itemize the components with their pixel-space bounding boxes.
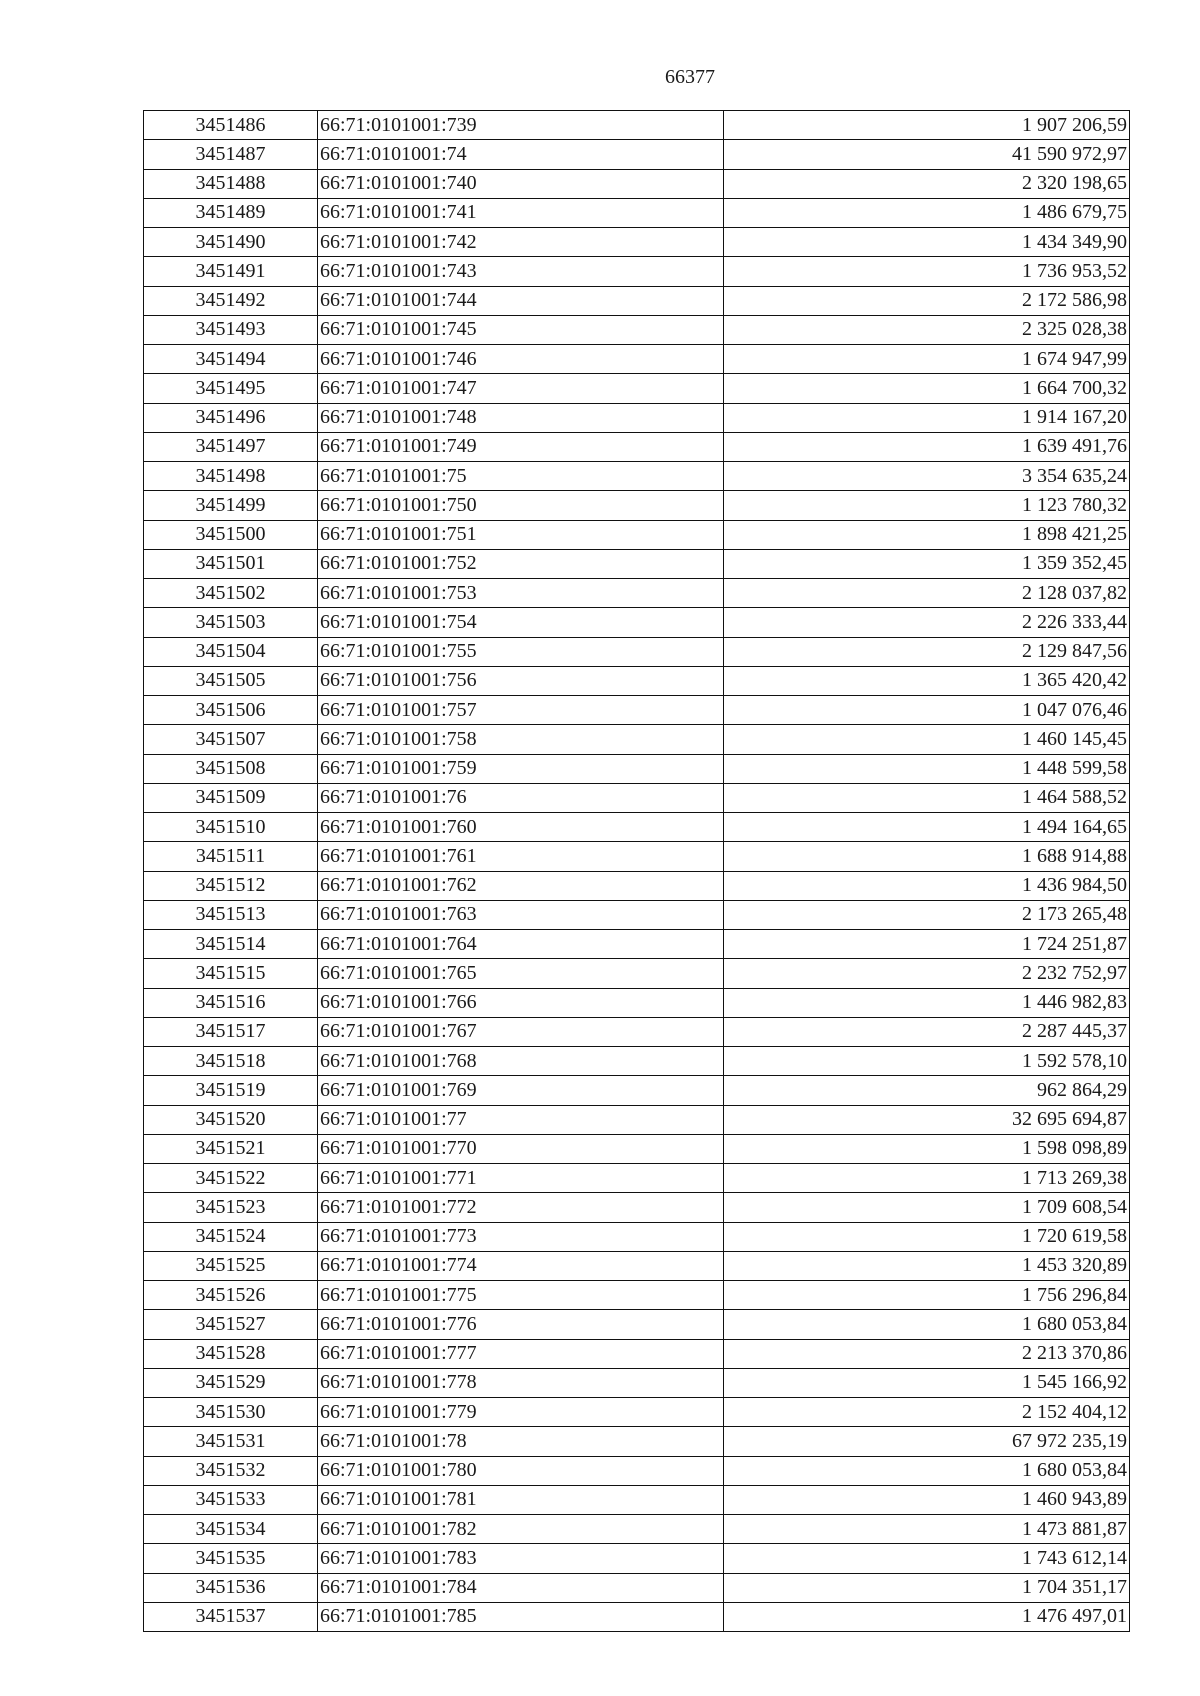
cadastral-number-cell: 66:71:0101001:772 (318, 1193, 724, 1222)
record-number-cell: 3451532 (144, 1456, 318, 1485)
cadastral-number-cell: 66:71:0101001:745 (318, 315, 724, 344)
record-number-cell: 3451490 (144, 228, 318, 257)
cadastral-value-cell: 1 464 588,52 (724, 783, 1130, 812)
record-number-cell: 3451495 (144, 374, 318, 403)
cadastral-value-cell: 3 354 635,24 (724, 462, 1130, 491)
cadastral-number-cell: 66:71:0101001:766 (318, 988, 724, 1017)
cadastral-value-cell: 1 494 164,65 (724, 813, 1130, 842)
record-number-cell: 3451502 (144, 579, 318, 608)
table-row (144, 1047, 1130, 1076)
table-row (144, 432, 1130, 461)
cadastral-value-cell: 1 476 497,01 (724, 1602, 1130, 1631)
record-number-cell: 3451527 (144, 1310, 318, 1339)
cadastral-value-cell: 1 907 206,59 (724, 111, 1130, 140)
cadastral-number-cell: 66:71:0101001:78 (318, 1427, 724, 1456)
cadastral-number-cell: 66:71:0101001:770 (318, 1134, 724, 1163)
record-number-cell: 3451510 (144, 813, 318, 842)
record-number-cell: 3451524 (144, 1222, 318, 1251)
cadastral-value-cell: 1 898 421,25 (724, 520, 1130, 549)
cadastral-number-cell: 66:71:0101001:765 (318, 959, 724, 988)
cadastral-value-cell: 2 320 198,65 (724, 169, 1130, 198)
cadastral-number-cell: 66:71:0101001:774 (318, 1251, 724, 1280)
cadastral-number-cell: 66:71:0101001:75 (318, 462, 724, 491)
record-number-cell: 3451523 (144, 1193, 318, 1222)
table-row (144, 462, 1130, 491)
table-row (144, 725, 1130, 754)
cadastral-value-cell: 1 446 982,83 (724, 988, 1130, 1017)
cadastral-number-cell: 66:71:0101001:764 (318, 930, 724, 959)
table-row (144, 257, 1130, 286)
cadastral-value-cell: 41 590 972,97 (724, 140, 1130, 169)
table-row (144, 140, 1130, 169)
table-row (144, 374, 1130, 403)
cadastral-number-cell: 66:71:0101001:751 (318, 520, 724, 549)
record-number-cell: 3451504 (144, 637, 318, 666)
cadastral-value-cell: 1 123 780,32 (724, 491, 1130, 520)
table-row (144, 345, 1130, 374)
cadastral-number-cell: 66:71:0101001:747 (318, 374, 724, 403)
table-row (144, 549, 1130, 578)
record-number-cell: 3451521 (144, 1134, 318, 1163)
cadastral-number-cell: 66:71:0101001:777 (318, 1339, 724, 1368)
cadastral-value-table (143, 110, 1130, 1632)
table-row (144, 1515, 1130, 1544)
cadastral-number-cell: 66:71:0101001:775 (318, 1281, 724, 1310)
table-row (144, 666, 1130, 695)
cadastral-value-cell: 1 047 076,46 (724, 696, 1130, 725)
cadastral-number-cell: 66:71:0101001:754 (318, 608, 724, 637)
record-number-cell: 3451517 (144, 1017, 318, 1046)
table-row (144, 900, 1130, 929)
cadastral-number-cell: 66:71:0101001:750 (318, 491, 724, 520)
cadastral-value-cell: 1 453 320,89 (724, 1251, 1130, 1280)
record-number-cell: 3451514 (144, 930, 318, 959)
page-number: 66377 (665, 66, 715, 88)
cadastral-value-cell: 1 914 167,20 (724, 403, 1130, 432)
cadastral-value-cell: 67 972 235,19 (724, 1427, 1130, 1456)
cadastral-number-cell: 66:71:0101001:741 (318, 198, 724, 227)
record-number-cell: 3451501 (144, 549, 318, 578)
cadastral-value-cell: 1 545 166,92 (724, 1368, 1130, 1397)
table-row (144, 1339, 1130, 1368)
table-row (144, 871, 1130, 900)
cadastral-value-cell: 2 129 847,56 (724, 637, 1130, 666)
cadastral-value-cell: 1 674 947,99 (724, 345, 1130, 374)
table-row (144, 1017, 1130, 1046)
cadastral-value-cell: 32 695 694,87 (724, 1105, 1130, 1134)
table-row (144, 842, 1130, 871)
record-number-cell: 3451530 (144, 1398, 318, 1427)
table-row (144, 754, 1130, 783)
table-row (144, 1602, 1130, 1631)
cadastral-number-cell: 66:71:0101001:755 (318, 637, 724, 666)
cadastral-value-cell: 1 434 349,90 (724, 228, 1130, 257)
cadastral-value-cell: 1 709 608,54 (724, 1193, 1130, 1222)
cadastral-number-cell: 66:71:0101001:749 (318, 432, 724, 461)
record-number-cell: 3451499 (144, 491, 318, 520)
cadastral-number-cell: 66:71:0101001:77 (318, 1105, 724, 1134)
table-row (144, 1193, 1130, 1222)
table-row (144, 1281, 1130, 1310)
cadastral-value-cell: 1 736 953,52 (724, 257, 1130, 286)
cadastral-value-cell: 1 680 053,84 (724, 1310, 1130, 1339)
cadastral-number-cell: 66:71:0101001:785 (318, 1602, 724, 1631)
record-number-cell: 3451535 (144, 1544, 318, 1573)
table-row (144, 959, 1130, 988)
record-number-cell: 3451526 (144, 1281, 318, 1310)
table-row (144, 315, 1130, 344)
record-number-cell: 3451513 (144, 900, 318, 929)
table-row (144, 579, 1130, 608)
cadastral-number-cell: 66:71:0101001:759 (318, 754, 724, 783)
cadastral-value-cell: 1 724 251,87 (724, 930, 1130, 959)
cadastral-number-cell: 66:71:0101001:76 (318, 783, 724, 812)
cadastral-number-cell: 66:71:0101001:769 (318, 1076, 724, 1105)
record-number-cell: 3451516 (144, 988, 318, 1017)
record-number-cell: 3451497 (144, 432, 318, 461)
cadastral-value-cell: 1 592 578,10 (724, 1047, 1130, 1076)
table-row (144, 1105, 1130, 1134)
cadastral-value-cell: 2 226 333,44 (724, 608, 1130, 637)
record-number-cell: 3451528 (144, 1339, 318, 1368)
record-number-cell: 3451487 (144, 140, 318, 169)
table-row (144, 286, 1130, 315)
record-number-cell: 3451534 (144, 1515, 318, 1544)
cadastral-number-cell: 66:71:0101001:757 (318, 696, 724, 725)
cadastral-value-cell: 2 128 037,82 (724, 579, 1130, 608)
table-row (144, 1573, 1130, 1602)
table-row (144, 1076, 1130, 1105)
record-number-cell: 3451509 (144, 783, 318, 812)
table-row (144, 696, 1130, 725)
cadastral-value-cell: 2 325 028,38 (724, 315, 1130, 344)
cadastral-number-cell: 66:71:0101001:783 (318, 1544, 724, 1573)
record-number-cell: 3451493 (144, 315, 318, 344)
table-row (144, 1544, 1130, 1573)
record-number-cell: 3451506 (144, 696, 318, 725)
cadastral-value-cell: 1 639 491,76 (724, 432, 1130, 461)
record-number-cell: 3451505 (144, 666, 318, 695)
cadastral-number-cell: 66:71:0101001:748 (318, 403, 724, 432)
cadastral-number-cell: 66:71:0101001:778 (318, 1368, 724, 1397)
table-row (144, 228, 1130, 257)
table-row (144, 1456, 1130, 1485)
cadastral-value-cell: 2 173 265,48 (724, 900, 1130, 929)
table-row (144, 988, 1130, 1017)
table-row (144, 111, 1130, 140)
cadastral-number-cell: 66:71:0101001:744 (318, 286, 724, 315)
cadastral-value-cell: 1 460 943,89 (724, 1485, 1130, 1514)
record-number-cell: 3451531 (144, 1427, 318, 1456)
cadastral-number-cell: 66:71:0101001:758 (318, 725, 724, 754)
record-number-cell: 3451494 (144, 345, 318, 374)
cadastral-number-cell: 66:71:0101001:779 (318, 1398, 724, 1427)
table-row (144, 1164, 1130, 1193)
cadastral-number-cell: 66:71:0101001:752 (318, 549, 724, 578)
record-number-cell: 3451519 (144, 1076, 318, 1105)
record-number-cell: 3451486 (144, 111, 318, 140)
table-row (144, 520, 1130, 549)
table-row (144, 1134, 1130, 1163)
cadastral-value-cell: 2 152 404,12 (724, 1398, 1130, 1427)
cadastral-value-cell: 1 743 612,14 (724, 1544, 1130, 1573)
cadastral-number-cell: 66:71:0101001:756 (318, 666, 724, 695)
cadastral-number-cell: 66:71:0101001:760 (318, 813, 724, 842)
record-number-cell: 3451507 (144, 725, 318, 754)
record-number-cell: 3451525 (144, 1251, 318, 1280)
cadastral-number-cell: 66:71:0101001:742 (318, 228, 724, 257)
table-row (144, 1398, 1130, 1427)
cadastral-number-cell: 66:71:0101001:781 (318, 1485, 724, 1514)
table-row (144, 637, 1130, 666)
cadastral-value-cell: 1 720 619,58 (724, 1222, 1130, 1251)
cadastral-value-cell: 1 436 984,50 (724, 871, 1130, 900)
cadastral-number-cell: 66:71:0101001:773 (318, 1222, 724, 1251)
cadastral-number-cell: 66:71:0101001:784 (318, 1573, 724, 1602)
record-number-cell: 3451508 (144, 754, 318, 783)
cadastral-value-cell: 2 287 445,37 (724, 1017, 1130, 1046)
cadastral-value-cell: 1 756 296,84 (724, 1281, 1130, 1310)
record-number-cell: 3451518 (144, 1047, 318, 1076)
cadastral-number-cell: 66:71:0101001:768 (318, 1047, 724, 1076)
table-row (144, 1485, 1130, 1514)
cadastral-number-cell: 66:71:0101001:761 (318, 842, 724, 871)
cadastral-number-cell: 66:71:0101001:739 (318, 111, 724, 140)
record-number-cell: 3451536 (144, 1573, 318, 1602)
record-number-cell: 3451520 (144, 1105, 318, 1134)
record-number-cell: 3451533 (144, 1485, 318, 1514)
cadastral-value-cell: 1 359 352,45 (724, 549, 1130, 578)
cadastral-value-cell: 1 598 098,89 (724, 1134, 1130, 1163)
table-row (144, 608, 1130, 637)
cadastral-number-cell: 66:71:0101001:776 (318, 1310, 724, 1339)
cadastral-number-cell: 66:71:0101001:753 (318, 579, 724, 608)
cadastral-number-cell: 66:71:0101001:782 (318, 1515, 724, 1544)
table-row (144, 1427, 1130, 1456)
record-number-cell: 3451537 (144, 1602, 318, 1631)
table-row (144, 930, 1130, 959)
cadastral-value-cell: 1 664 700,32 (724, 374, 1130, 403)
cadastral-number-cell: 66:71:0101001:746 (318, 345, 724, 374)
cadastral-value-cell: 1 460 145,45 (724, 725, 1130, 754)
cadastral-number-cell: 66:71:0101001:740 (318, 169, 724, 198)
cadastral-value-cell: 1 688 914,88 (724, 842, 1130, 871)
cadastral-value-cell: 1 365 420,42 (724, 666, 1130, 695)
record-number-cell: 3451492 (144, 286, 318, 315)
cadastral-value-cell: 962 864,29 (724, 1076, 1130, 1105)
table-row (144, 1310, 1130, 1339)
record-number-cell: 3451500 (144, 520, 318, 549)
table-body (144, 111, 1130, 1632)
record-number-cell: 3451529 (144, 1368, 318, 1397)
record-number-cell: 3451512 (144, 871, 318, 900)
table-row (144, 1251, 1130, 1280)
table-row (144, 403, 1130, 432)
cadastral-value-cell: 2 232 752,97 (724, 959, 1130, 988)
record-number-cell: 3451515 (144, 959, 318, 988)
record-number-cell: 3451489 (144, 198, 318, 227)
cadastral-value-cell: 1 486 679,75 (724, 198, 1130, 227)
table-row (144, 1222, 1130, 1251)
record-number-cell: 3451511 (144, 842, 318, 871)
cadastral-number-cell: 66:71:0101001:780 (318, 1456, 724, 1485)
cadastral-number-cell: 66:71:0101001:74 (318, 140, 724, 169)
table-row (144, 1368, 1130, 1397)
table-row (144, 198, 1130, 227)
cadastral-value-cell: 1 473 881,87 (724, 1515, 1130, 1544)
record-number-cell: 3451496 (144, 403, 318, 432)
cadastral-value-cell: 1 704 351,17 (724, 1573, 1130, 1602)
cadastral-value-cell: 1 448 599,58 (724, 754, 1130, 783)
cadastral-value-cell: 1 680 053,84 (724, 1456, 1130, 1485)
cadastral-number-cell: 66:71:0101001:763 (318, 900, 724, 929)
table-row (144, 169, 1130, 198)
table-row (144, 491, 1130, 520)
record-number-cell: 3451491 (144, 257, 318, 286)
cadastral-value-cell: 2 172 586,98 (724, 286, 1130, 315)
record-number-cell: 3451498 (144, 462, 318, 491)
record-number-cell: 3451522 (144, 1164, 318, 1193)
cadastral-value-cell: 2 213 370,86 (724, 1339, 1130, 1368)
cadastral-number-cell: 66:71:0101001:771 (318, 1164, 724, 1193)
record-number-cell: 3451488 (144, 169, 318, 198)
cadastral-value-cell: 1 713 269,38 (724, 1164, 1130, 1193)
cadastral-number-cell: 66:71:0101001:762 (318, 871, 724, 900)
table-row (144, 813, 1130, 842)
cadastral-number-cell: 66:71:0101001:743 (318, 257, 724, 286)
record-number-cell: 3451503 (144, 608, 318, 637)
cadastral-number-cell: 66:71:0101001:767 (318, 1017, 724, 1046)
table-row (144, 783, 1130, 812)
